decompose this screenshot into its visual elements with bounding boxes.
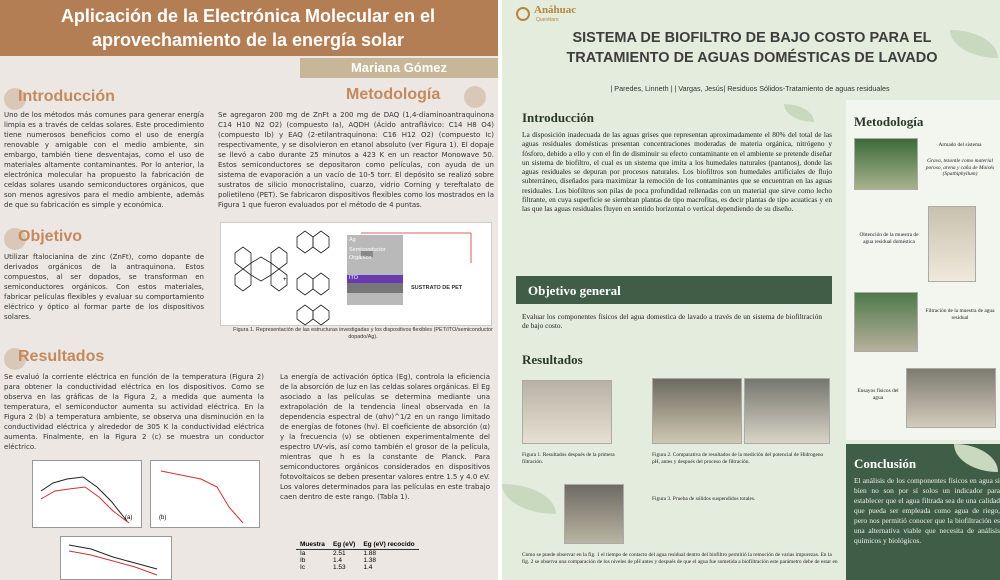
result-photo-2 bbox=[652, 378, 742, 444]
chart-b-label: (b) bbox=[159, 515, 167, 521]
intro-text: La disposición inadecuada de las aguas grises que representan aproximadamente el 80% del total de las aguas residuales domésticas presentan concentraciones moderadas de materia orgánica, nitrógeno y fósforo, debido a ello y con el fin de disminuir su efecto contaminante en el ambiente se pretende diseñar un sistema de biofiltro, el cual es un sistema que imita a los humedales naturales (pantanos), donde las aguas residuales se depuran por procesos naturales. Los biofiltros son humedales artificiales de flujo subterráneo, diseñados para maximizar la remoción de los contaminantes que se encuentran en las aguas residuales. Los biofiltros son pilas de poca profundidad rellenadas con un material que sirve como lecho filtrante, en cuya superficie se siembran plantas de tipo macrofitas, es decir plantas de tipo acuaticas y en las que las aguas residuales fluyen en sentido horizontal o vertical dependiendo de su diseño. bbox=[522, 130, 832, 214]
met-photo-2 bbox=[928, 206, 976, 282]
result-photo-4 bbox=[564, 484, 624, 544]
methodology-text: Se agregaron 200 mg de ZnFt a 200 mg de DAQ (1,4-diaminoantraquinona C14 H10 N2 O2) (compuesto Ia), AQDH (Ácido antraflávico: C14 H8 O4) (compuesto Ib) y EAQ (2-etilantraquinona: C16 H12 O2) (compuesto Ic) respectivamente, y se disolvieron en etanol absoluto (ver Figura 1). El dopaje se llevó a cabo durante 25 minutos a 423 K en un reactor Monowave 50. Estos semiconductores se depositaron como películas, con ayuda de un sistema de evaporación a un vacío de 10-5 torr. El depósito se realizó sobre sustratos de silicio monocristalino, cuarzo, vidrio Corning y tereftalato de polietileno (PET). Se fabricaron dispositivos flexibles como los mostrados en la Figura 1 que fueron evaluados por el método de 4 puntas. bbox=[218, 111, 494, 209]
objective-heading: Objetivo general bbox=[528, 283, 621, 298]
poster-title bbox=[8, 4, 488, 52]
objective-text: Utilizar ftalocianina de zinc (ZnFt), como dopante de derivados orgánicos de la antraquinona. Estos compuestos, al ser dopados, se transforman en semiconductores orgánicos. Con estos materiales, fabricar películas flexibles y evaluar su comportamiento eléctrico y óptico al formar parte de los dispositivos solares. bbox=[4, 253, 204, 321]
university-logo bbox=[516, 4, 606, 26]
table-cell: 1.38 bbox=[363, 557, 376, 564]
results-heading: Resultados bbox=[18, 348, 105, 365]
svg-text:+: + bbox=[283, 277, 287, 283]
methodology-heading: Metodología bbox=[854, 114, 924, 129]
chart-a-label: (a) bbox=[125, 515, 133, 521]
result-photo-3 bbox=[744, 378, 830, 444]
layer-substrate: SUSTRATO DE PET bbox=[411, 285, 463, 291]
met-cap-1b: Grava, tezontle como material poroso, arena y caña de Moisés (Spathiphyllum) bbox=[925, 158, 995, 177]
left-poster bbox=[0, 0, 498, 580]
results-heading: Resultados bbox=[522, 352, 583, 367]
table-row bbox=[296, 564, 419, 571]
table-row bbox=[296, 557, 419, 564]
table-cell: Ic bbox=[300, 564, 306, 571]
result-fig1-caption: Figura 1. Resultados después de la primera filtración. bbox=[522, 452, 615, 465]
chart-a bbox=[32, 460, 142, 528]
author-name: Mariana Gómez bbox=[350, 60, 448, 75]
layer-semiconductor: Semiconductor bbox=[349, 247, 386, 253]
table-cell: 2.51 bbox=[332, 550, 346, 557]
logo-name: Anáhuac bbox=[534, 4, 577, 16]
met-photo-3 bbox=[854, 292, 918, 352]
logo-emblem-icon bbox=[516, 7, 530, 21]
title-line-1: SISTEMA DE BIOFILTRO DE BAJO COSTO PARA EL bbox=[572, 30, 932, 46]
right-poster bbox=[502, 0, 1000, 580]
table-header: Eg (eV) recocido bbox=[359, 540, 418, 550]
results-text-right: La energía de activación óptica (Eg), controla la eficiencia de la absorción de luz en las celdas solares orgánicas. El Eg asociado a las películas se determina mediante una extrapolación de la tendencia lineal observada en la dependencia espectral de (αhν)^1/2 en un rango limitado de energías de fotones (hν). El coeficiente de absorción (α) y la frecuencia (ν) se obtienen experimentalmente del espectro UV-vis, así como también el grosor de la película, mientras que h es la constante de Planck. Para semiconductores orgánicos considerados en dispositivos fotovoltaicos se deben presentar valores entre 1.5 y 4.0 eV. Los valores determinados para las películas en este trabajo caen dentro de este rango. (Tabla 1). bbox=[280, 373, 490, 501]
met-photo-4 bbox=[906, 368, 996, 428]
result-fig3-caption: Figura 3. Prueba de sólidos suspendidos totales. bbox=[652, 496, 756, 502]
layer-organic: Orgánico bbox=[349, 255, 372, 261]
results-text: Como se puede observar en la fig. 1 el tiempo de contacto del agua residual dentro del biofiltro permitió la remoción de varias impurezas. En la fig. 2 se observa una comparación de los niveles de pH antes y después de que el agua fue sometida a biofiltración este parámetro debe de estar en bbox=[522, 552, 838, 565]
poster-title bbox=[552, 28, 952, 68]
result-photo-1 bbox=[522, 380, 612, 444]
objective-text: Evaluar los componentes físicos del agua domestica de lavado a través de un sistema de biofiltración de bajo costo. bbox=[522, 312, 822, 331]
title-line-2: TRATAMIENTO DE AGUAS DOMÉSTICAS DE LAVADO bbox=[566, 50, 938, 66]
intro-text: Uno de los métodos más comunes para generar energía limpia es a través de celdas solares. Este procedimiento tiene numerosos beneficios como el uso de energía renovable y amigable con el medio ambiente, sin embargo, también tiene desventajas, como el uso de materiales altamente contaminantes. Por lo anterior, la electrónica molecular ha propuesto la fabricación de celdas solares usando semiconductores orgánicos, que son menos agresivos para el medio ambiente, además de que su fabricación es simple y económica. bbox=[4, 111, 204, 209]
authors-line: | Paredes, Linneth | | Vargas, Jesús| Residuos Sólidos-Tratamiento de aguas residuales bbox=[610, 84, 890, 93]
table-cell: Ia bbox=[300, 550, 306, 557]
title-line-2: aprovechamiento de la energía solar bbox=[91, 30, 405, 50]
leaf-icon bbox=[784, 104, 814, 122]
layer-ag: Ag bbox=[349, 237, 356, 243]
methodology-heading: Metodología bbox=[346, 86, 441, 103]
chart-b bbox=[150, 460, 260, 528]
figure-1 bbox=[220, 222, 492, 326]
objective-heading: Objetivo bbox=[18, 228, 83, 245]
results-text-left: Se evaluó la corriente eléctrica en función de la temperatura (Figura 2) para obtener la conductividad eléctrica en los dispositivos. Como se observa en las gráficas de la Figura 2, a medida que aumenta la temperatura, el semiconductor aumenta su actividad eléctrica. En la Figura 2 (b) a temperatura ambiente, se observa una disminución en la conductividad eléctrica y alrededor de 305 K la conductividad eléctrica aumenta. Finalmente, en la Figura 2 (c) se muestra un conductor eléctrico. bbox=[4, 373, 264, 451]
chart-c bbox=[60, 536, 172, 580]
intro-heading: Introducción bbox=[18, 88, 115, 105]
table-row bbox=[296, 550, 419, 558]
met-cap-2: Obtención de la muestra de agua residual doméstica bbox=[859, 232, 919, 245]
met-cap-4: Ensayos físicos del agua bbox=[857, 388, 899, 401]
conclusion-heading: Conclusión bbox=[854, 456, 917, 471]
table-header: Muestra bbox=[296, 540, 329, 550]
title-line-1: Aplicación de la Electrónica Molecular en el bbox=[60, 6, 436, 26]
logo-sub: Querétaro bbox=[536, 17, 559, 23]
result-fig2-caption: Figura 2. Comparativa de resultados de la medición del potencial de Hidrogeno pH, antes y después del proceso de filtración. bbox=[652, 452, 824, 465]
conclusion-text: El análisis de los componentes físicos en agua si bien no son por sí solos un indicador para establecer que el agua filtrada sea de una calidad que pueda ser empleada como agua de riego, pero nos permitió conocer que la biofiltración es una alternativa viable que necesita de análisis químicos y biológicos. bbox=[854, 476, 1000, 545]
table-header: Eg (eV) bbox=[329, 540, 359, 550]
leaf-icon bbox=[950, 30, 998, 58]
leaf-icon bbox=[502, 484, 556, 514]
met-photo-1 bbox=[854, 138, 918, 190]
figure-1-caption: Figura 1. Representación de las estructuras investigadas y los dispositivos flexibles (PET/ITO/semiconductor dopado/Ag). bbox=[233, 327, 493, 340]
table-cell: 1.4 bbox=[363, 564, 373, 571]
table-cell: Ib bbox=[300, 557, 306, 564]
eg-table bbox=[296, 540, 419, 571]
table-cell: 1.53 bbox=[332, 564, 346, 571]
section-dot-icon bbox=[464, 86, 486, 108]
met-cap-3: Filtración de la muestra de agua residual bbox=[925, 308, 995, 321]
met-cap-1: Armado del sistema bbox=[938, 142, 982, 148]
table-header-row bbox=[296, 540, 419, 550]
intro-heading: Introducción bbox=[522, 110, 594, 125]
table-cell: 1.4 bbox=[332, 557, 342, 564]
table-cell: 1.88 bbox=[363, 550, 376, 557]
layer-ito: ITO bbox=[349, 275, 359, 281]
